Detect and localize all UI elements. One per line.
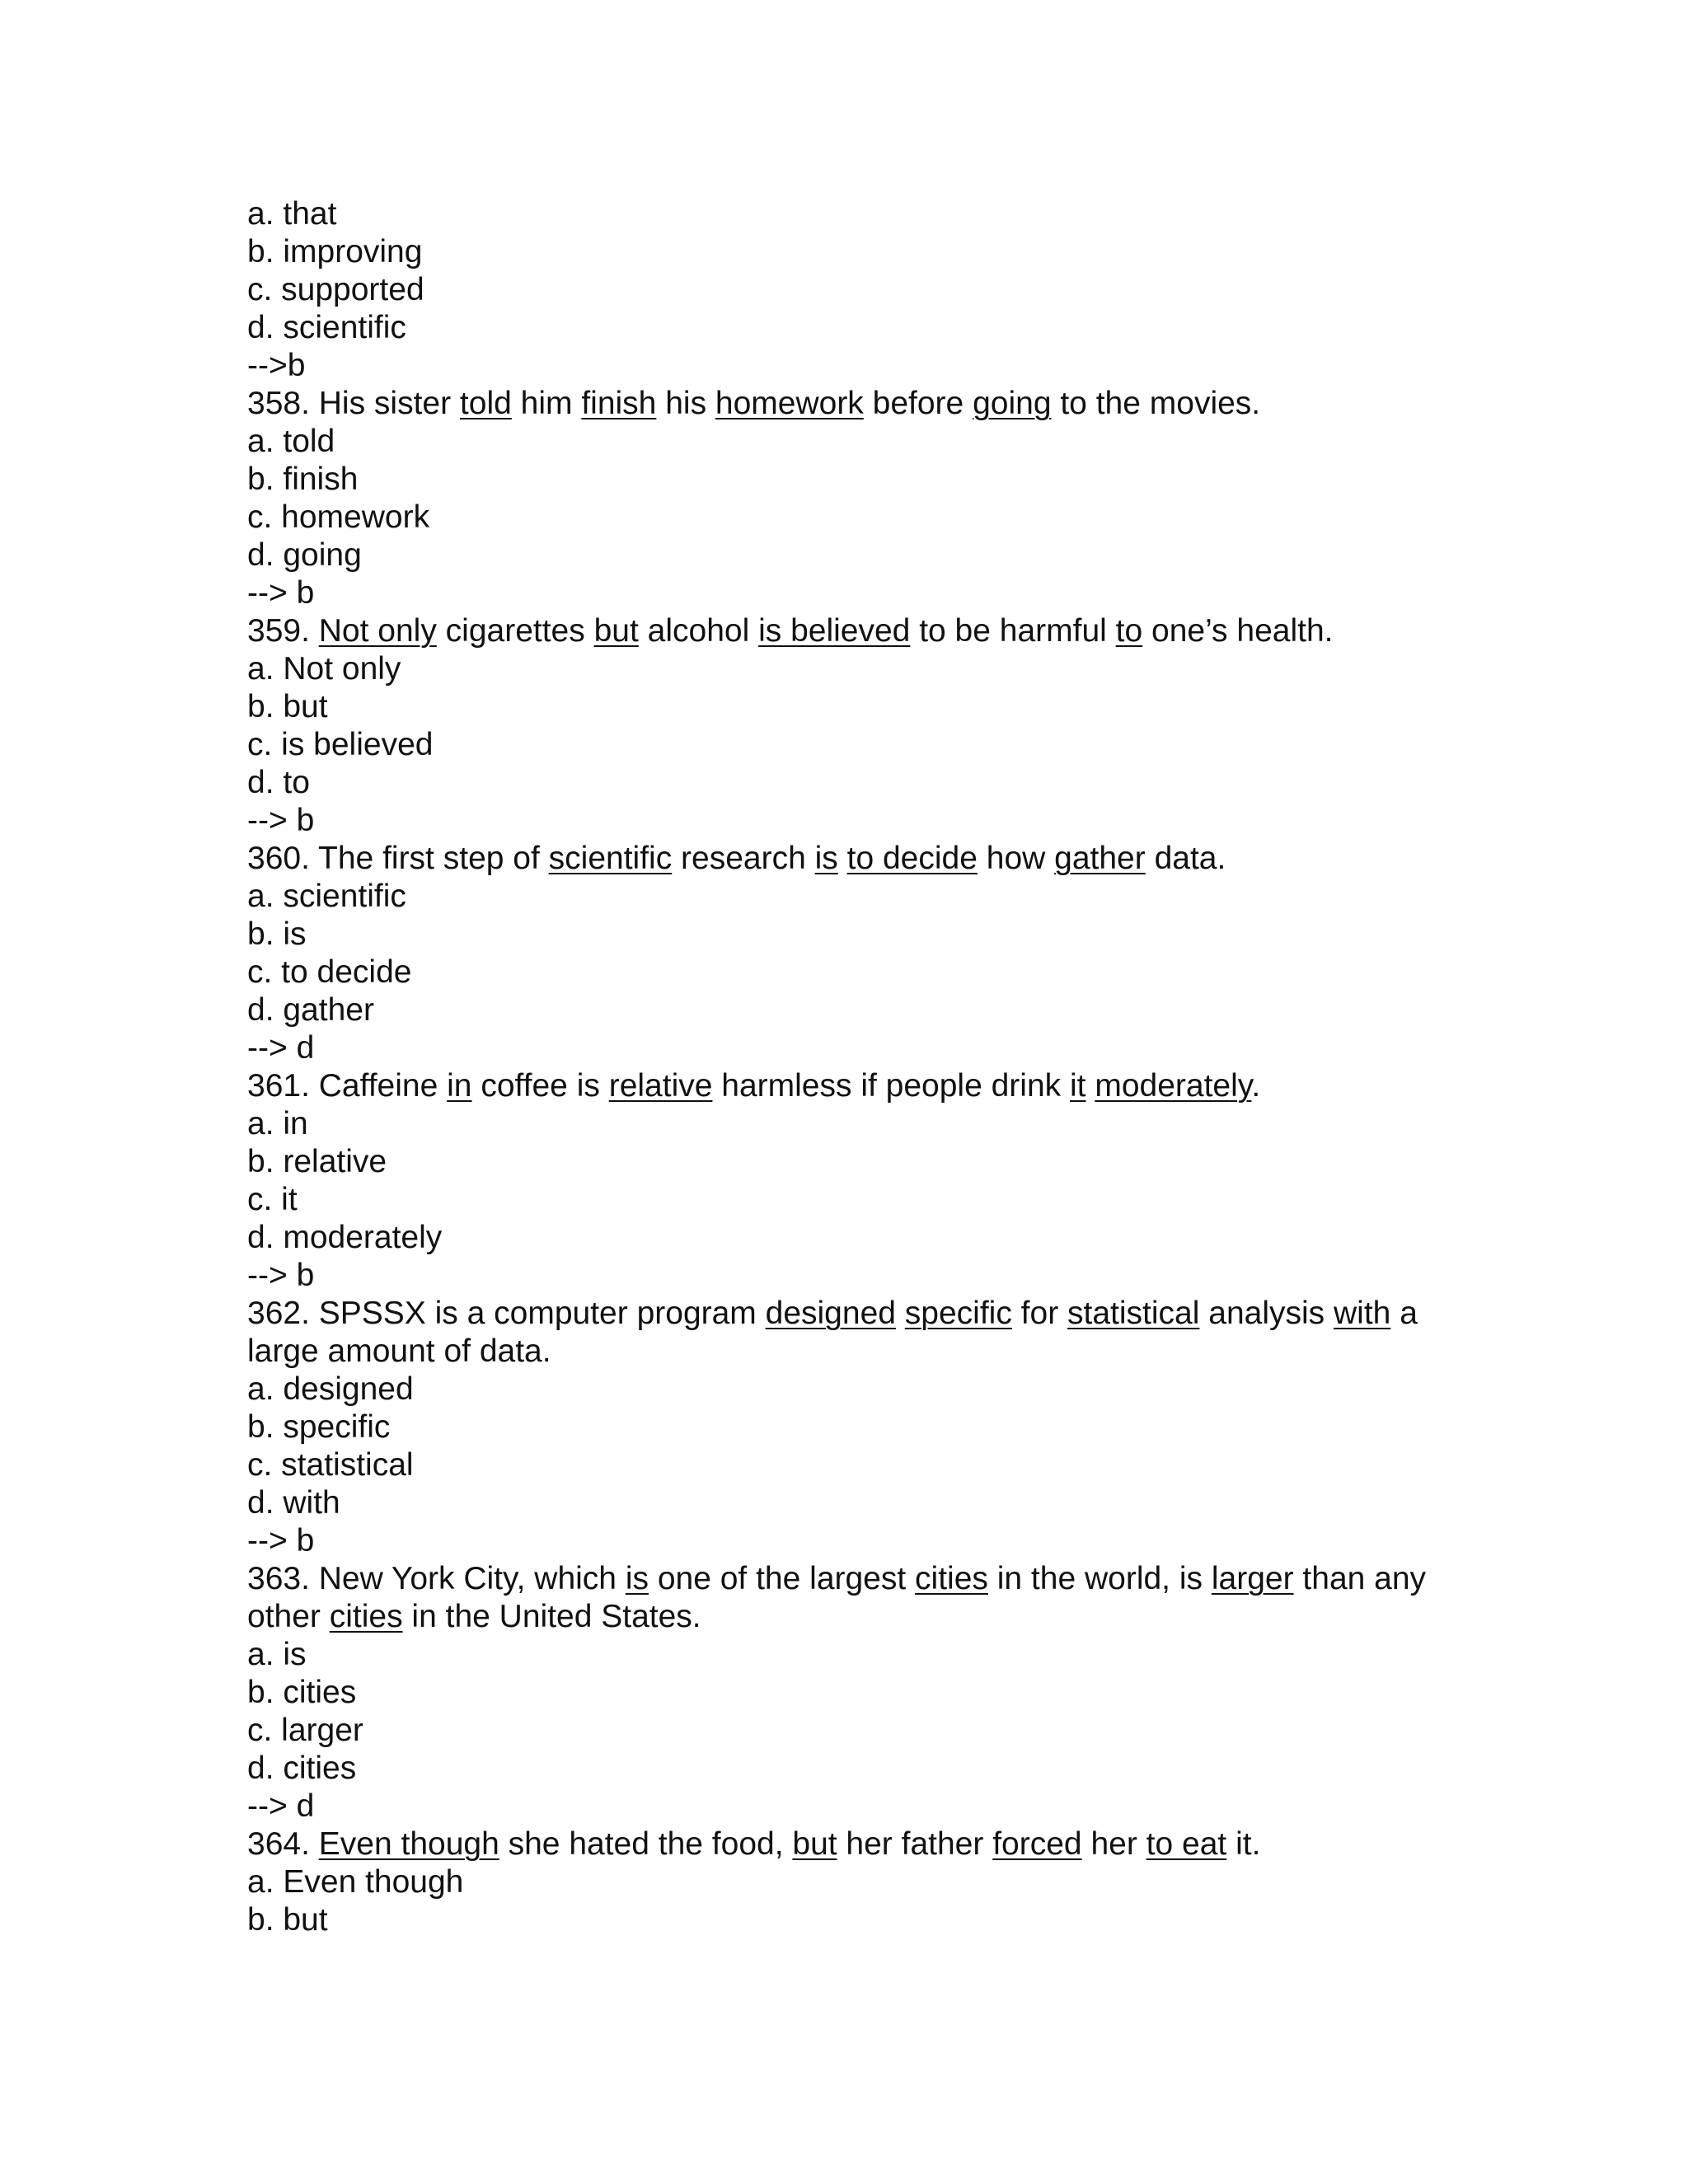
question-block (247, 1825, 1484, 1939)
question-text (247, 612, 1484, 650)
underlined-phrase: with (1334, 1296, 1391, 1331)
question-text-fragment: than any other (247, 1561, 1427, 1634)
underlined-phrase: is believed (758, 613, 911, 649)
underlined-phrase: it (1070, 1068, 1086, 1104)
question-text-fragment: 363. New York City, which (247, 1561, 626, 1596)
question-block (247, 1067, 1484, 1295)
underlined-phrase: scientific (548, 841, 673, 876)
underlined-phrase: larger (1211, 1561, 1294, 1596)
underlined-phrase: Even though (318, 1826, 499, 1862)
question-text-fragment: her (1081, 1826, 1146, 1862)
underlined-phrase: homework (715, 386, 864, 421)
question-text-fragment: data. (1145, 841, 1226, 876)
question-text-fragment: 361. Caffeine (247, 1068, 448, 1104)
answer-option: b. specific (247, 1409, 391, 1445)
answer-option: b. finish (247, 462, 359, 497)
answer-option: b. is (247, 916, 307, 952)
question-text-fragment: in the world, is (987, 1561, 1212, 1596)
question-text (247, 840, 1484, 878)
underlined-phrase: designed (765, 1296, 896, 1331)
question-text-fragment: analysis (1199, 1296, 1334, 1331)
question-text-fragment: his (656, 386, 715, 421)
underlined-phrase: but (593, 613, 639, 649)
answer-key: --> b (247, 1523, 315, 1558)
options-block (247, 195, 1484, 385)
question-text-fragment: . (1251, 1068, 1261, 1104)
underlined-phrase: but (792, 1826, 837, 1862)
answer-option: c. supported (247, 272, 424, 307)
question-text-fragment: in the United States. (402, 1599, 701, 1634)
answer-key: --> b (247, 803, 315, 838)
answer-option: d. cities (247, 1750, 357, 1786)
underlined-phrase: gather (1054, 841, 1146, 876)
question-text-fragment: 362. SPSSX is a computer program (247, 1296, 766, 1331)
underlined-phrase: is (625, 1561, 649, 1596)
answer-key: --> d (247, 1030, 315, 1066)
question-text (247, 1560, 1484, 1636)
underlined-phrase: forced (992, 1826, 1082, 1862)
answer-option: c. larger (247, 1713, 363, 1748)
answer-option: b. relative (247, 1144, 387, 1179)
question-text-fragment (896, 1296, 905, 1331)
question-block (247, 1560, 1484, 1825)
question-text (247, 1067, 1484, 1105)
question-block (247, 1295, 1484, 1560)
underlined-phrase: statistical (1067, 1296, 1200, 1331)
question-block (247, 840, 1484, 1067)
underlined-phrase: in (447, 1068, 472, 1104)
question-text-fragment: 359. (247, 613, 319, 649)
question-text-fragment: 360. The first step of (247, 841, 549, 876)
underlined-phrase: relative (608, 1068, 713, 1104)
question-text-fragment: 364. (247, 1826, 319, 1862)
answer-key: --> b (247, 575, 315, 611)
answer-option: a. is (247, 1637, 307, 1672)
answer-option: b. but (247, 1902, 328, 1938)
question-text-fragment: one of the largest (649, 1561, 916, 1596)
question-text (247, 385, 1484, 423)
question-text-fragment: harmless if people drink (712, 1068, 1070, 1104)
question-text-fragment: her father (837, 1826, 993, 1862)
question-text-fragment: 358. His sister (247, 386, 460, 421)
question-text-fragment: to the movies. (1051, 386, 1261, 421)
underlined-phrase: is (814, 841, 838, 876)
question-text (247, 1295, 1484, 1371)
question-text-fragment: research (672, 841, 815, 876)
underlined-phrase: to (1115, 613, 1143, 649)
question-text-fragment: one’s health. (1142, 613, 1334, 649)
answer-option: c. to decide (247, 954, 412, 990)
question-text-fragment (1086, 1068, 1095, 1104)
answer-key: --> d (247, 1788, 315, 1824)
answer-option: b. cities (247, 1675, 357, 1710)
question-block (247, 385, 1484, 612)
answer-key: --> b (247, 1258, 315, 1293)
answer-option: a. that (247, 196, 337, 232)
question-text-fragment: for (1011, 1296, 1068, 1331)
question-text-fragment: cigarettes (436, 613, 594, 649)
question-block (247, 612, 1484, 840)
underlined-phrase: to eat (1146, 1826, 1227, 1862)
answer-option: b. improving (247, 234, 423, 269)
answer-option: a. scientific (247, 879, 406, 914)
answer-option: c. statistical (247, 1447, 414, 1483)
underlined-phrase: Not only (318, 613, 437, 649)
underlined-phrase: moderately (1095, 1068, 1252, 1104)
underlined-phrase: going (973, 386, 1052, 421)
answer-option: d. scientific (247, 310, 406, 345)
underlined-phrase: cities (915, 1561, 988, 1596)
answer-option: d. gather (247, 992, 374, 1028)
document-page (247, 195, 1484, 1939)
answer-option: c. it (247, 1182, 298, 1217)
question-text-fragment (838, 841, 847, 876)
answer-option: d. to (247, 765, 310, 800)
answer-option: b. but (247, 689, 328, 724)
question-text-fragment: alcohol (638, 613, 759, 649)
answer-option: a. designed (247, 1371, 414, 1407)
answer-option: d. moderately (247, 1220, 443, 1255)
question-text-fragment: it. (1226, 1826, 1261, 1862)
answer-key: -->b (247, 348, 306, 383)
question-text (247, 1825, 1484, 1863)
underlined-phrase: told (459, 386, 512, 421)
answer-option: c. is believed (247, 727, 434, 762)
answer-option: d. with (247, 1485, 340, 1521)
answer-option: a. Not only (247, 651, 401, 687)
underlined-phrase: to decide (846, 841, 978, 876)
question-text-fragment: a large amount of data. (247, 1296, 1418, 1369)
underlined-phrase: specific (904, 1296, 1012, 1331)
question-text-fragment: she hated the food, (499, 1826, 793, 1862)
question-text-fragment: before (863, 386, 973, 421)
answer-option: a. Even though (247, 1864, 464, 1900)
answer-option: a. told (247, 424, 335, 459)
question-text-fragment: him (511, 386, 582, 421)
answer-option: d. going (247, 537, 362, 573)
underlined-phrase: cities (329, 1599, 403, 1634)
answer-option: c. homework (247, 499, 430, 535)
question-text-fragment: to be harmful (910, 613, 1116, 649)
question-text-fragment: how (977, 841, 1055, 876)
question-text-fragment: coffee is (471, 1068, 609, 1104)
answer-option: a. in (247, 1106, 308, 1141)
underlined-phrase: finish (581, 386, 657, 421)
